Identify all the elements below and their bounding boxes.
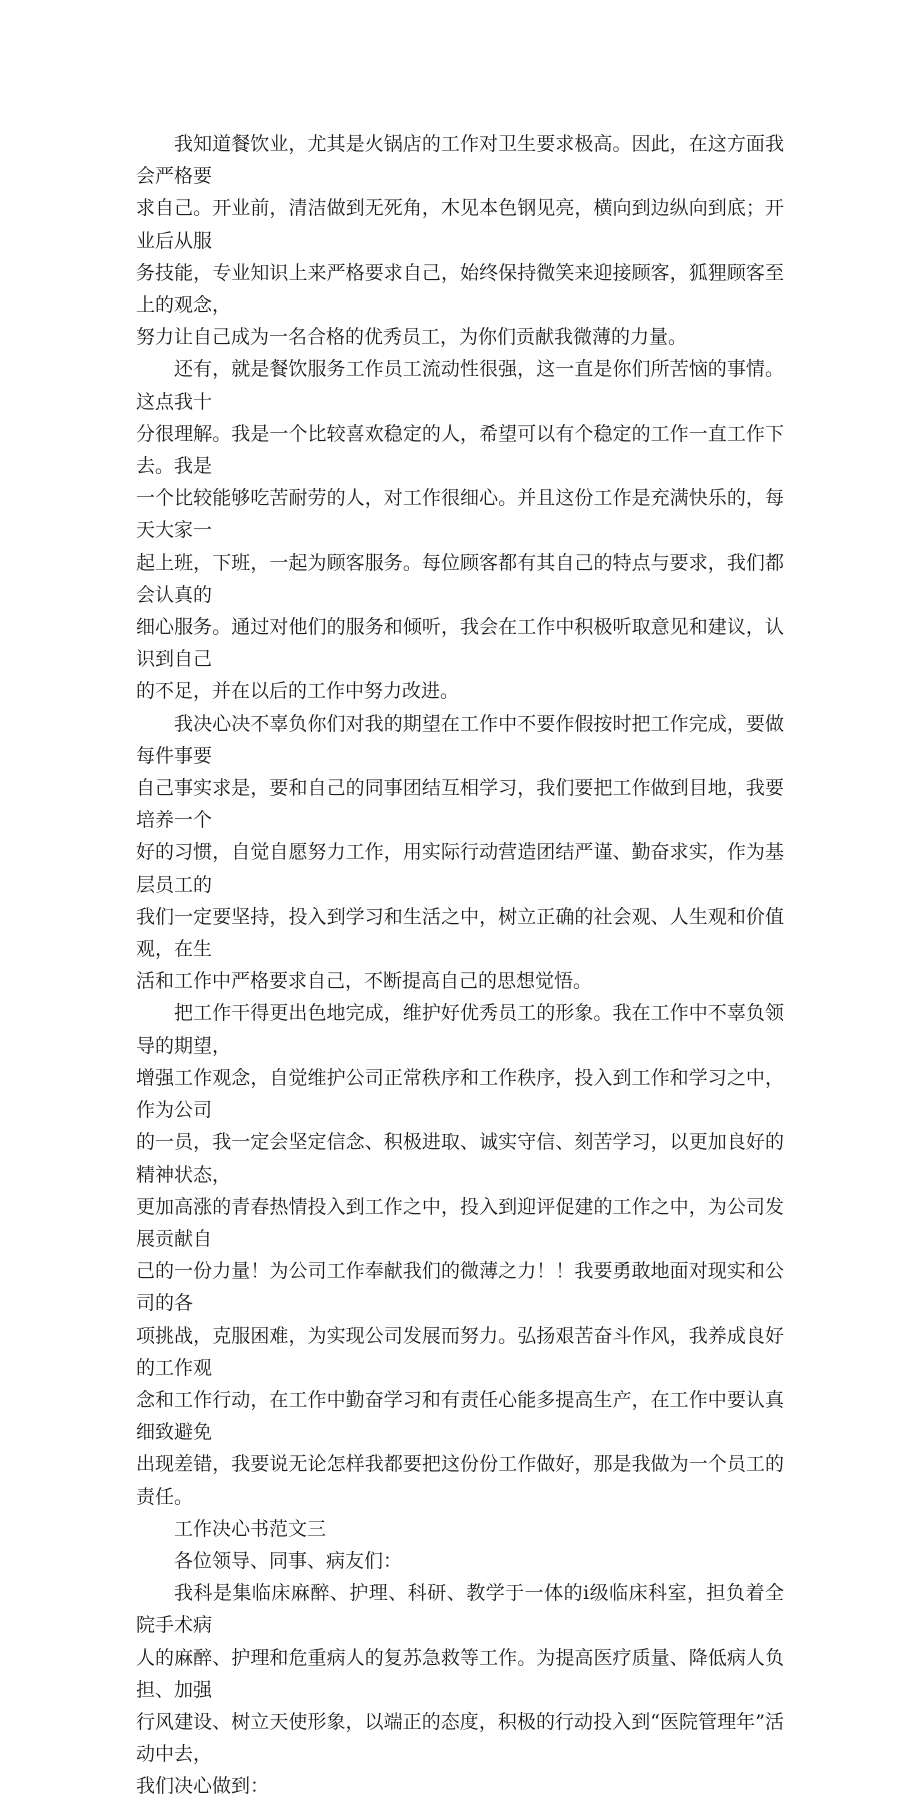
paragraph-staff-stability: 还有，就是餐饮服务工作员工流动性很强，这一直是你们所苦恼的事情。这点我十 分很理解。我是一个比较喜欢稳定的人，希望可以有个稳定的工作一直工作下去。我是 一个比较能够吃苦耐劳的人，对工作很细心。并且这份工作是充满快乐的，每天大家一 起上班，下班，一起为顾客服务。每位顾客都有其自己的特点与要求，我们都会认真的 细心服务。通过对他们的服务和倾听，我会在工作中积极听取意见和建议，认识到自己 的不足，并在以后的工作中努力改进。 bbox=[136, 358, 784, 703]
paragraph-department-intro: 我科是集临床麻醉、护理、科研、教学于一体的i级临床科室，担负着全院手术病 人的麻醉、护理和危重病人的复苏急救等工作。为提高医疗质量、降低病人负担、加强 行风建设、树立天使形象，以端正的态度，积极的行动投入到“医院管理年”活动中去， 我们决心做到： bbox=[136, 1582, 784, 1798]
section-title: 工作决心书范文三 bbox=[174, 1517, 327, 1540]
paragraph-hygiene-commitment: 我知道餐饮业，尤其是火锅店的工作对卫生要求极高。因此，在这方面我会严格要 求自己。开业前，清洁做到无死角，木见本色钢见亮，横向到边纵向到底；开业后从服 务技能，专业知识上来严格要求自己，始终保持微笑来迎接顾客，狐狸顾客至上的观念， 努力让自己成为一名合格的优秀员工，为你们贡献我微薄的力量。 bbox=[136, 133, 784, 349]
salutation: 各位领导、同事、病友们： bbox=[174, 1549, 403, 1572]
document-body bbox=[136, 128, 784, 1803]
paragraph-excellent-staff: 把工作干得更出色地完成，维护好优秀员工的形象。我在工作中不辜负领导的期望， 增强工作观念，自觉维护公司正常秩序和工作秩序，投入到工作和学习之中，作为公司 的一员，我一定会坚定信念、积极进取、诚实守信、刻苦学习，以更加良好的精神状态， 更加高涨的青春热情投入到工作之中，投入到迎评促建的工作之中，为公司发展贡献自 己的一份力量！为公司工作奉献我们的微薄之力！！我要勇敢地面对现实和公司的各 项挑战，克服困难，为实现公司发展而努力。弘扬艰苦奋斗作风，我养成良好的工作观 念和工作行动，在工作中勤奋学习和有责任心能多提高生产，在工作中要认真细致避免 出现差错，我要说无论怎样我都要把这份份工作做好，那是我做为一个员工的责任。 bbox=[136, 1002, 784, 1508]
paragraph-resolution: 我决心决不辜负你们对我的期望在工作中不要作假按时把工作完成，要做每件事要 自己事实求是，要和自己的同事团结互相学习，我们要把工作做到目地，我要培养一个 好的习惯，自觉自愿努力工作，用实际行动营造团结严谨、勤奋求实，作为基层员工的 我们一定要坚持，投入到学习和生活之中，树立正确的社会观、人生观和价值观，在生 活和工作中严格要求自己，不断提高自己的思想觉悟。 bbox=[136, 712, 784, 993]
